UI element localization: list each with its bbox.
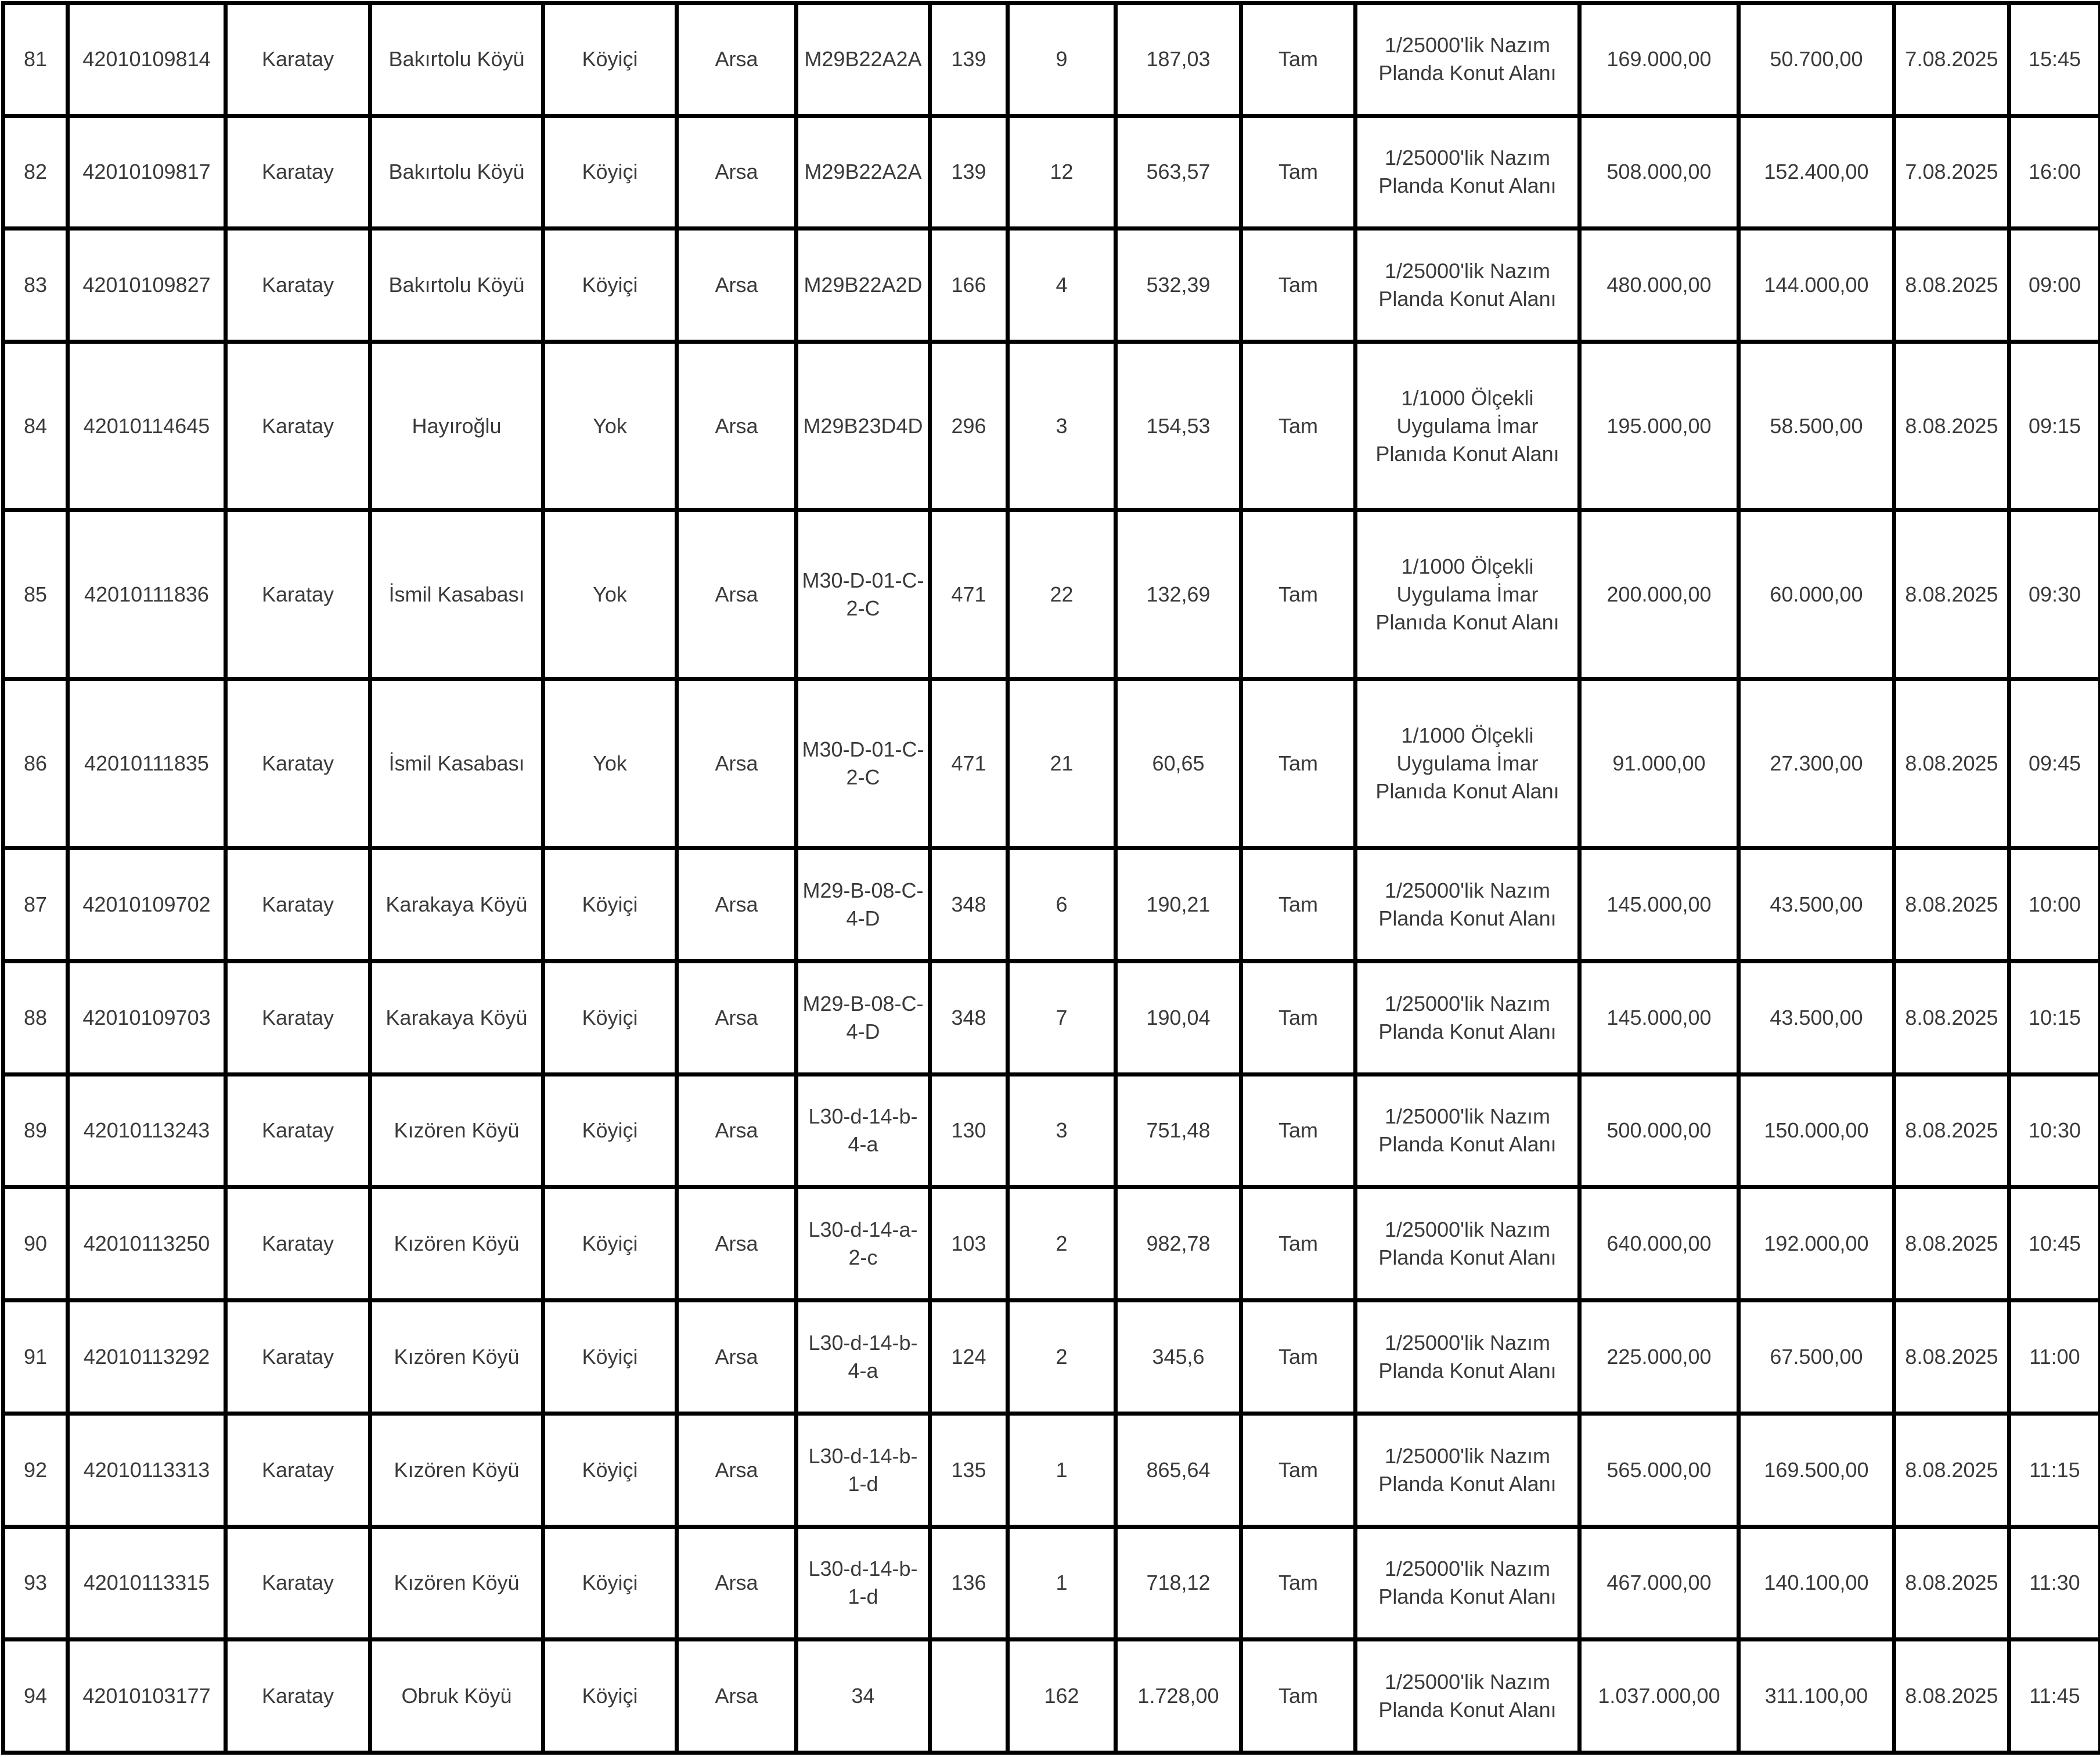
block-cell: 135 (930, 1413, 1008, 1526)
estimated-value-cell: 500.000,00 (1580, 1074, 1739, 1187)
auction-date-cell: 8.08.2025 (1894, 1526, 2009, 1640)
map-sheet-cell: M29B22A2A (797, 3, 930, 116)
auction-date-cell: 8.08.2025 (1894, 1640, 2009, 1753)
neighborhood-cell: Bakırtolu Köyü (370, 116, 543, 229)
deposit-amount-cell: 58.500,00 (1739, 342, 1894, 510)
map-sheet-cell: M30-D-01-C-2-C (797, 679, 930, 848)
row-number-cell: 81 (3, 3, 68, 116)
map-sheet-cell: 34 (797, 1640, 930, 1753)
auction-time-cell: 15:45 (2009, 3, 2100, 116)
property-type-cell: Arsa (677, 1301, 797, 1414)
neighborhood-cell: Obruk Köyü (370, 1640, 543, 1753)
property-type-cell: Arsa (677, 1526, 797, 1640)
property-code-cell: 42010114645 (68, 342, 226, 510)
map-sheet-cell: M30-D-01-C-2-C (797, 510, 930, 679)
district-cell: Karatay (226, 229, 370, 342)
neighborhood-cell: İsmil Kasabası (370, 510, 543, 679)
district-cell: Karatay (226, 116, 370, 229)
auction-time-cell: 10:45 (2009, 1187, 2100, 1301)
auction-time-cell: 10:30 (2009, 1074, 2100, 1187)
parcel-cell: 21 (1008, 679, 1116, 848)
block-cell: 471 (930, 510, 1008, 679)
block-cell: 166 (930, 229, 1008, 342)
area-cell: 718,12 (1116, 1526, 1241, 1640)
estimated-value-cell: 480.000,00 (1580, 229, 1739, 342)
auction-parcel-table (1, 1, 2100, 1755)
area-cell: 345,6 (1116, 1301, 1241, 1414)
zoning-status-cell: 1/1000 Ölçekli Uygulama İmar Planıda Konut Alanı (1356, 679, 1580, 848)
auction-date-cell: 7.08.2025 (1894, 3, 2009, 116)
district-cell: Karatay (226, 1301, 370, 1414)
table-row (3, 1526, 2100, 1640)
block-cell: 348 (930, 961, 1008, 1074)
block-cell: 139 (930, 3, 1008, 116)
deposit-amount-cell: 67.500,00 (1739, 1301, 1894, 1414)
block-cell: 136 (930, 1526, 1008, 1640)
area-cell: 532,39 (1116, 229, 1241, 342)
block-cell: 296 (930, 342, 1008, 510)
map-sheet-cell: L30-d-14-b-4-a (797, 1074, 930, 1187)
zoning-status-cell: 1/25000'lik Nazım Planda Konut Alanı (1356, 1413, 1580, 1526)
deposit-amount-cell: 27.300,00 (1739, 679, 1894, 848)
estimated-value-cell: 1.037.000,00 (1580, 1640, 1739, 1753)
property-code-cell: 42010109827 (68, 229, 226, 342)
district-cell: Karatay (226, 510, 370, 679)
table-row (3, 116, 2100, 229)
parcel-cell: 2 (1008, 1187, 1116, 1301)
neighborhood-cell: Karakaya Köyü (370, 848, 543, 962)
auction-time-cell: 11:15 (2009, 1413, 2100, 1526)
locality-cell: Yok (543, 510, 677, 679)
share-cell: Tam (1241, 229, 1356, 342)
estimated-value-cell: 508.000,00 (1580, 116, 1739, 229)
share-cell: Tam (1241, 1413, 1356, 1526)
share-cell: Tam (1241, 679, 1356, 848)
district-cell: Karatay (226, 342, 370, 510)
locality-cell: Köyiçi (543, 1640, 677, 1753)
parcel-cell: 2 (1008, 1301, 1116, 1414)
area-cell: 865,64 (1116, 1413, 1241, 1526)
auction-time-cell: 11:00 (2009, 1301, 2100, 1414)
map-sheet-cell: M29B23D4D (797, 342, 930, 510)
zoning-status-cell: 1/1000 Ölçekli Uygulama İmar Planıda Konut Alanı (1356, 342, 1580, 510)
neighborhood-cell: Kızören Köyü (370, 1413, 543, 1526)
row-number-cell: 88 (3, 961, 68, 1074)
locality-cell: Köyiçi (543, 848, 677, 962)
table-row (3, 1413, 2100, 1526)
property-code-cell: 42010113243 (68, 1074, 226, 1187)
share-cell: Tam (1241, 961, 1356, 1074)
locality-cell: Köyiçi (543, 1301, 677, 1414)
block-cell: 130 (930, 1074, 1008, 1187)
auction-date-cell: 7.08.2025 (1894, 116, 2009, 229)
estimated-value-cell: 467.000,00 (1580, 1526, 1739, 1640)
parcel-cell: 6 (1008, 848, 1116, 962)
parcel-cell: 3 (1008, 342, 1116, 510)
property-code-cell: 42010113315 (68, 1526, 226, 1640)
district-cell: Karatay (226, 1640, 370, 1753)
map-sheet-cell: L30-d-14-b-4-a (797, 1301, 930, 1414)
estimated-value-cell: 225.000,00 (1580, 1301, 1739, 1414)
locality-cell: Köyiçi (543, 1187, 677, 1301)
property-type-cell: Arsa (677, 1640, 797, 1753)
property-code-cell: 42010103177 (68, 1640, 226, 1753)
district-cell: Karatay (226, 1074, 370, 1187)
property-code-cell: 42010111835 (68, 679, 226, 848)
area-cell: 190,21 (1116, 848, 1241, 962)
district-cell: Karatay (226, 961, 370, 1074)
neighborhood-cell: Karakaya Köyü (370, 961, 543, 1074)
share-cell: Tam (1241, 1526, 1356, 1640)
zoning-status-cell: 1/25000'lik Nazım Planda Konut Alanı (1356, 3, 1580, 116)
map-sheet-cell: L30-d-14-a-2-c (797, 1187, 930, 1301)
auction-time-cell: 09:15 (2009, 342, 2100, 510)
share-cell: Tam (1241, 1640, 1356, 1753)
neighborhood-cell: Kızören Köyü (370, 1074, 543, 1187)
row-number-cell: 82 (3, 116, 68, 229)
auction-time-cell: 10:15 (2009, 961, 2100, 1074)
locality-cell: Köyiçi (543, 3, 677, 116)
parcel-cell: 1 (1008, 1413, 1116, 1526)
share-cell: Tam (1241, 510, 1356, 679)
row-number-cell: 94 (3, 1640, 68, 1753)
parcel-cell: 9 (1008, 3, 1116, 116)
neighborhood-cell: Kızören Köyü (370, 1301, 543, 1414)
locality-cell: Köyiçi (543, 1413, 677, 1526)
share-cell: Tam (1241, 3, 1356, 116)
table-row (3, 1640, 2100, 1753)
zoning-status-cell: 1/25000'lik Nazım Planda Konut Alanı (1356, 961, 1580, 1074)
estimated-value-cell: 169.000,00 (1580, 3, 1739, 116)
parcel-cell: 3 (1008, 1074, 1116, 1187)
map-sheet-cell: M29B22A2D (797, 229, 930, 342)
property-code-cell: 42010109702 (68, 848, 226, 962)
table-row (3, 229, 2100, 342)
row-number-cell: 84 (3, 342, 68, 510)
zoning-status-cell: 1/25000'lik Nazım Planda Konut Alanı (1356, 848, 1580, 962)
area-cell: 982,78 (1116, 1187, 1241, 1301)
deposit-amount-cell: 150.000,00 (1739, 1074, 1894, 1187)
parcel-cell: 4 (1008, 229, 1116, 342)
auction-time-cell: 16:00 (2009, 116, 2100, 229)
property-type-cell: Arsa (677, 229, 797, 342)
property-type-cell: Arsa (677, 3, 797, 116)
property-type-cell: Arsa (677, 116, 797, 229)
property-code-cell: 42010113292 (68, 1301, 226, 1414)
auction-date-cell: 8.08.2025 (1894, 679, 2009, 848)
area-cell: 751,48 (1116, 1074, 1241, 1187)
row-number-cell: 93 (3, 1526, 68, 1640)
auction-date-cell: 8.08.2025 (1894, 1413, 2009, 1526)
neighborhood-cell: Bakırtolu Köyü (370, 229, 543, 342)
locality-cell: Köyiçi (543, 229, 677, 342)
estimated-value-cell: 91.000,00 (1580, 679, 1739, 848)
row-number-cell: 89 (3, 1074, 68, 1187)
share-cell: Tam (1241, 1074, 1356, 1187)
neighborhood-cell: İsmil Kasabası (370, 679, 543, 848)
table-row (3, 1074, 2100, 1187)
auction-time-cell: 09:45 (2009, 679, 2100, 848)
locality-cell: Yok (543, 342, 677, 510)
deposit-amount-cell: 43.500,00 (1739, 961, 1894, 1074)
area-cell: 154,53 (1116, 342, 1241, 510)
property-type-cell: Arsa (677, 679, 797, 848)
deposit-amount-cell: 152.400,00 (1739, 116, 1894, 229)
estimated-value-cell: 195.000,00 (1580, 342, 1739, 510)
row-number-cell: 83 (3, 229, 68, 342)
map-sheet-cell: L30-d-14-b-1-d (797, 1413, 930, 1526)
map-sheet-cell: L30-d-14-b-1-d (797, 1526, 930, 1640)
map-sheet-cell: M29-B-08-C-4-D (797, 848, 930, 962)
table-row (3, 342, 2100, 510)
property-type-cell: Arsa (677, 848, 797, 962)
district-cell: Karatay (226, 679, 370, 848)
estimated-value-cell: 200.000,00 (1580, 510, 1739, 679)
map-sheet-cell: M29-B-08-C-4-D (797, 961, 930, 1074)
block-cell: 124 (930, 1301, 1008, 1414)
deposit-amount-cell: 169.500,00 (1739, 1413, 1894, 1526)
parcel-cell: 1 (1008, 1526, 1116, 1640)
district-cell: Karatay (226, 1187, 370, 1301)
share-cell: Tam (1241, 342, 1356, 510)
table-row (3, 1301, 2100, 1414)
row-number-cell: 90 (3, 1187, 68, 1301)
table-row (3, 3, 2100, 116)
deposit-amount-cell: 140.100,00 (1739, 1526, 1894, 1640)
auction-date-cell: 8.08.2025 (1894, 848, 2009, 962)
row-number-cell: 86 (3, 679, 68, 848)
zoning-status-cell: 1/25000'lik Nazım Planda Konut Alanı (1356, 1074, 1580, 1187)
share-cell: Tam (1241, 1187, 1356, 1301)
property-code-cell: 42010113313 (68, 1413, 226, 1526)
property-code-cell: 42010109814 (68, 3, 226, 116)
parcel-cell: 12 (1008, 116, 1116, 229)
property-type-cell: Arsa (677, 1413, 797, 1526)
zoning-status-cell: 1/25000'lik Nazım Planda Konut Alanı (1356, 1187, 1580, 1301)
auction-time-cell: 09:30 (2009, 510, 2100, 679)
parcel-cell: 7 (1008, 961, 1116, 1074)
deposit-amount-cell: 311.100,00 (1739, 1640, 1894, 1753)
block-cell: 348 (930, 848, 1008, 962)
auction-time-cell: 10:00 (2009, 848, 2100, 962)
zoning-status-cell: 1/1000 Ölçekli Uygulama İmar Planıda Konut Alanı (1356, 510, 1580, 679)
neighborhood-cell: Kızören Köyü (370, 1187, 543, 1301)
zoning-status-cell: 1/25000'lik Nazım Planda Konut Alanı (1356, 1301, 1580, 1414)
table-row (3, 510, 2100, 679)
auction-time-cell: 11:30 (2009, 1526, 2100, 1640)
auction-date-cell: 8.08.2025 (1894, 1187, 2009, 1301)
auction-time-cell: 11:45 (2009, 1640, 2100, 1753)
block-cell: 139 (930, 116, 1008, 229)
auction-date-cell: 8.08.2025 (1894, 1074, 2009, 1187)
auction-time-cell: 09:00 (2009, 229, 2100, 342)
area-cell: 132,69 (1116, 510, 1241, 679)
neighborhood-cell: Hayıroğlu (370, 342, 543, 510)
block-cell: 103 (930, 1187, 1008, 1301)
locality-cell: Köyiçi (543, 1074, 677, 1187)
auction-date-cell: 8.08.2025 (1894, 961, 2009, 1074)
neighborhood-cell: Bakırtolu Köyü (370, 3, 543, 116)
district-cell: Karatay (226, 1413, 370, 1526)
property-code-cell: 42010111836 (68, 510, 226, 679)
table-row (3, 961, 2100, 1074)
table-row (3, 679, 2100, 848)
property-type-cell: Arsa (677, 342, 797, 510)
zoning-status-cell: 1/25000'lik Nazım Planda Konut Alanı (1356, 229, 1580, 342)
row-number-cell: 87 (3, 848, 68, 962)
area-cell: 187,03 (1116, 3, 1241, 116)
row-number-cell: 91 (3, 1301, 68, 1414)
auction-date-cell: 8.08.2025 (1894, 1301, 2009, 1414)
map-sheet-cell: M29B22A2A (797, 116, 930, 229)
estimated-value-cell: 640.000,00 (1580, 1187, 1739, 1301)
zoning-status-cell: 1/25000'lik Nazım Planda Konut Alanı (1356, 116, 1580, 229)
locality-cell: Köyiçi (543, 116, 677, 229)
table-row (3, 1187, 2100, 1301)
row-number-cell: 92 (3, 1413, 68, 1526)
zoning-status-cell: 1/25000'lik Nazım Planda Konut Alanı (1356, 1526, 1580, 1640)
block-cell: 471 (930, 679, 1008, 848)
district-cell: Karatay (226, 1526, 370, 1640)
zoning-status-cell: 1/25000'lik Nazım Planda Konut Alanı (1356, 1640, 1580, 1753)
property-type-cell: Arsa (677, 1074, 797, 1187)
district-cell: Karatay (226, 3, 370, 116)
area-cell: 190,04 (1116, 961, 1241, 1074)
parcel-cell: 162 (1008, 1640, 1116, 1753)
district-cell: Karatay (226, 848, 370, 962)
deposit-amount-cell: 192.000,00 (1739, 1187, 1894, 1301)
property-type-cell: Arsa (677, 961, 797, 1074)
parcel-cell: 22 (1008, 510, 1116, 679)
block-cell (930, 1640, 1008, 1753)
estimated-value-cell: 145.000,00 (1580, 848, 1739, 962)
property-type-cell: Arsa (677, 1187, 797, 1301)
neighborhood-cell: Kızören Köyü (370, 1526, 543, 1640)
table-row (3, 848, 2100, 962)
share-cell: Tam (1241, 848, 1356, 962)
deposit-amount-cell: 60.000,00 (1739, 510, 1894, 679)
share-cell: Tam (1241, 116, 1356, 229)
row-number-cell: 85 (3, 510, 68, 679)
locality-cell: Köyiçi (543, 961, 677, 1074)
area-cell: 60,65 (1116, 679, 1241, 848)
deposit-amount-cell: 144.000,00 (1739, 229, 1894, 342)
property-type-cell: Arsa (677, 510, 797, 679)
deposit-amount-cell: 50.700,00 (1739, 3, 1894, 116)
share-cell: Tam (1241, 1301, 1356, 1414)
auction-date-cell: 8.08.2025 (1894, 510, 2009, 679)
deposit-amount-cell: 43.500,00 (1739, 848, 1894, 962)
property-code-cell: 42010109817 (68, 116, 226, 229)
locality-cell: Köyiçi (543, 1526, 677, 1640)
auction-date-cell: 8.08.2025 (1894, 229, 2009, 342)
auction-date-cell: 8.08.2025 (1894, 342, 2009, 510)
area-cell: 563,57 (1116, 116, 1241, 229)
estimated-value-cell: 565.000,00 (1580, 1413, 1739, 1526)
estimated-value-cell: 145.000,00 (1580, 961, 1739, 1074)
locality-cell: Yok (543, 679, 677, 848)
property-code-cell: 42010109703 (68, 961, 226, 1074)
property-code-cell: 42010113250 (68, 1187, 226, 1301)
area-cell: 1.728,00 (1116, 1640, 1241, 1753)
